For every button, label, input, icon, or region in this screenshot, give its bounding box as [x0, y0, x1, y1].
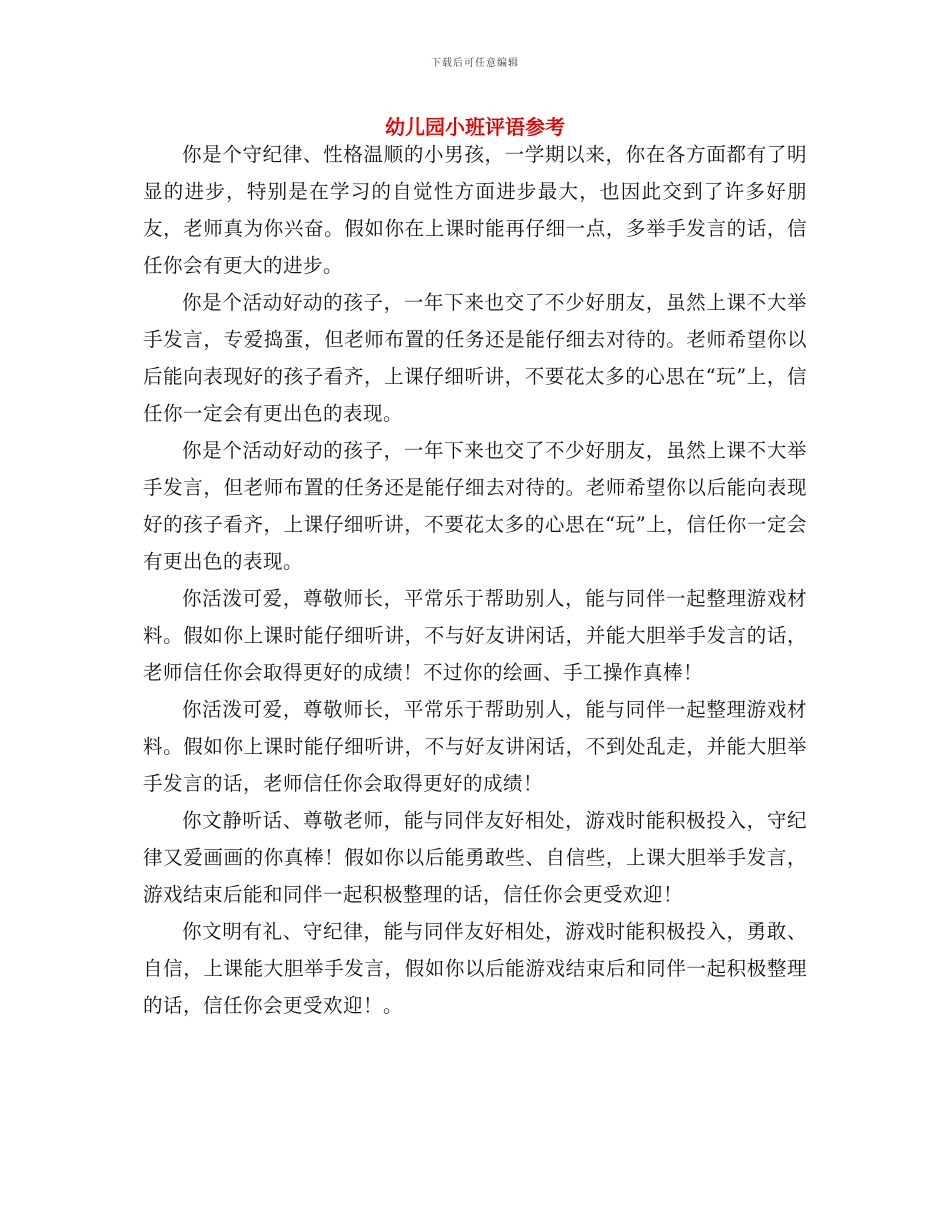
paragraph-6: 你文静听话、尊敬老师，能与同伴友好相处，游戏时能积极投入，守纪律又爱画画的你真棒！假如你以后能勇敢些、自信些，上课大胆举手发言，游戏结束后能和同伴一起积极整理的话，信任你会更受欢迎！ [143, 809, 807, 906]
paragraph-3: 你是个活动好动的孩子，一年下来也交了不少好朋友，虽然上课不大举手发言，但老师布置的任务还是能仔细去对待的。老师希望你以后能向表现好的孩子看齐，上课仔细听讲，不要花太多的心思在“玩”上，信任你一定会有更出色的表现。 [143, 439, 807, 573]
document-body [143, 136, 807, 1024]
paragraph-7: 你文明有礼、守纪律，能与同伴友好相处，游戏时能积极投入，勇敢、自信，上课能大胆举手发言，假如你以后能游戏结束后和同伴一起积极整理的话，信任你会更受欢迎！。 [143, 920, 807, 1017]
paragraph-2: 你是个活动好动的孩子，一年下来也交了不少好朋友，虽然上课不大举手发言，专爱捣蛋，但老师布置的任务还是能仔细去对待的。老师希望你以后能向表现好的孩子看齐，上课仔细听讲，不要花太多的心思在“玩”上，信任你一定会有更出色的表现。 [143, 291, 807, 425]
paragraph-1: 你是个守纪律、性格温顺的小男孩，一学期以来，你在各方面都有了明显的进步，特别是在学习的自觉性方面进步最大，也因此交到了许多好朋友，老师真为你兴奋。假如你在上课时能再仔细一点，多举手发言的话，信任你会有更大的进步。 [143, 143, 807, 277]
paragraph-5: 你活泼可爱，尊敬师长，平常乐于帮助别人，能与同伴一起整理游戏材料。假如你上课时能仔细听讲，不与好友讲闲话，不到处乱走，并能大胆举手发言的话，老师信任你会取得更好的成绩！ [143, 698, 807, 795]
paragraph-4: 你活泼可爱，尊敬师长，平常乐于帮助别人，能与同伴一起整理游戏材料。假如你上课时能仔细听讲，不与好友讲闲话，并能大胆举手发言的话，老师信任你会取得更好的成绩！不过你的绘画、手工操作真棒！ [143, 587, 807, 684]
document-title: 幼儿园小班评语参考 [385, 115, 565, 139]
header-note: 下载后可任意编辑 [431, 58, 519, 69]
